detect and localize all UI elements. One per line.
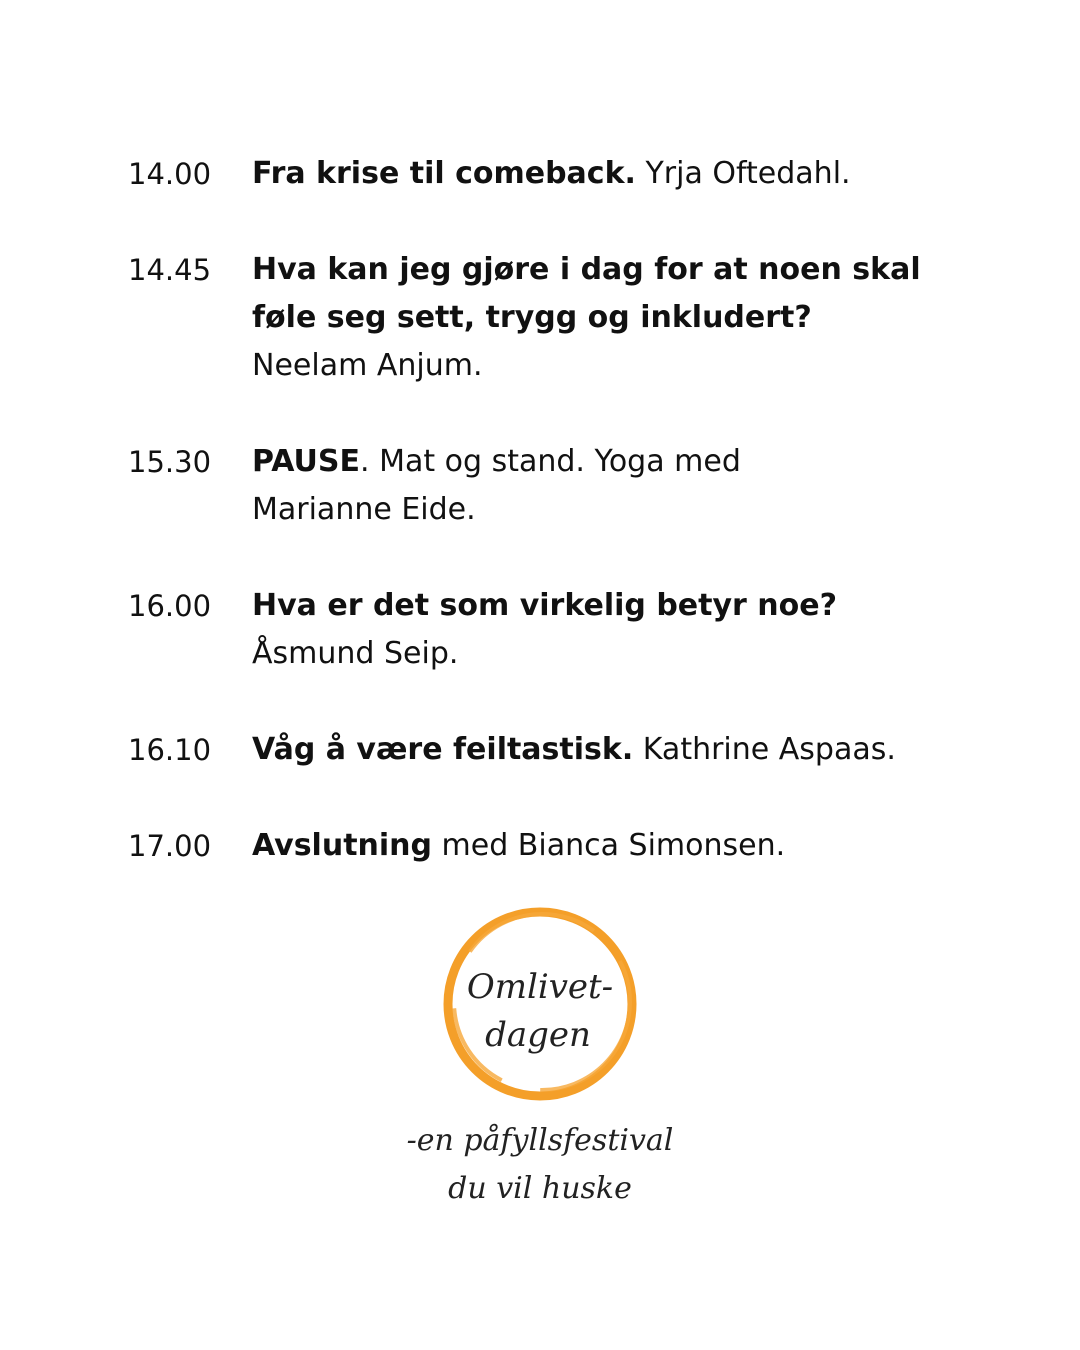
entry-line — [252, 150, 952, 198]
entry-title: Hva er det som virkelig betyr noe? — [252, 588, 837, 623]
entry-description — [252, 150, 952, 198]
entry-speaker: . Mat og stand. Yoga med — [360, 444, 741, 479]
logo-tagline-line2: du vil huske — [448, 1171, 632, 1206]
entry-line — [252, 342, 952, 390]
entry-line — [252, 726, 952, 774]
entry-time: 15.30 — [128, 445, 212, 479]
entry-speaker: med Bianca Simonsen. — [432, 828, 786, 863]
entry-line — [252, 294, 952, 342]
entry-description — [252, 726, 952, 774]
entry-description — [252, 822, 952, 870]
entry-description — [252, 246, 952, 390]
entry-title: Hva kan jeg gjøre i dag for at noen skal — [252, 252, 921, 287]
logo-title-line1: Omlivet- — [466, 967, 614, 1007]
entry-time: 17.00 — [128, 829, 212, 863]
entry-line — [252, 582, 952, 630]
entry-speaker: Kathrine Aspaas. — [633, 732, 896, 767]
entry-description — [252, 438, 952, 534]
entry-title: føle seg sett, trygg og inkludert? — [252, 300, 812, 335]
entry-title: Våg å være feiltastisk. — [252, 732, 634, 767]
entry-time: 14.45 — [128, 253, 212, 287]
entry-speaker: Åsmund Seip. — [252, 636, 459, 671]
logo-title-line2: dagen — [485, 1015, 591, 1055]
entry-speaker: Yrja Oftedahl. — [635, 156, 851, 191]
entry-time: 16.10 — [128, 733, 212, 767]
entry-title: PAUSE — [252, 444, 360, 479]
entry-speaker: Marianne Eide. — [252, 492, 476, 527]
entry-speaker: Neelam Anjum. — [252, 348, 483, 383]
entry-description — [252, 582, 952, 678]
logo-graphic — [380, 900, 700, 1230]
entry-line — [252, 822, 952, 870]
entry-title: Fra krise til comeback. — [252, 156, 636, 191]
entry-title: Avslutning — [252, 828, 433, 863]
entry-time: 16.00 — [128, 589, 212, 623]
festival-logo — [380, 900, 700, 1230]
entry-line — [252, 486, 952, 534]
entry-line — [252, 246, 952, 294]
entry-line — [252, 438, 952, 486]
logo-tagline-line1: -en påfyllsfestival — [406, 1123, 674, 1158]
entry-line — [252, 630, 952, 678]
entry-time: 14.00 — [128, 157, 212, 191]
